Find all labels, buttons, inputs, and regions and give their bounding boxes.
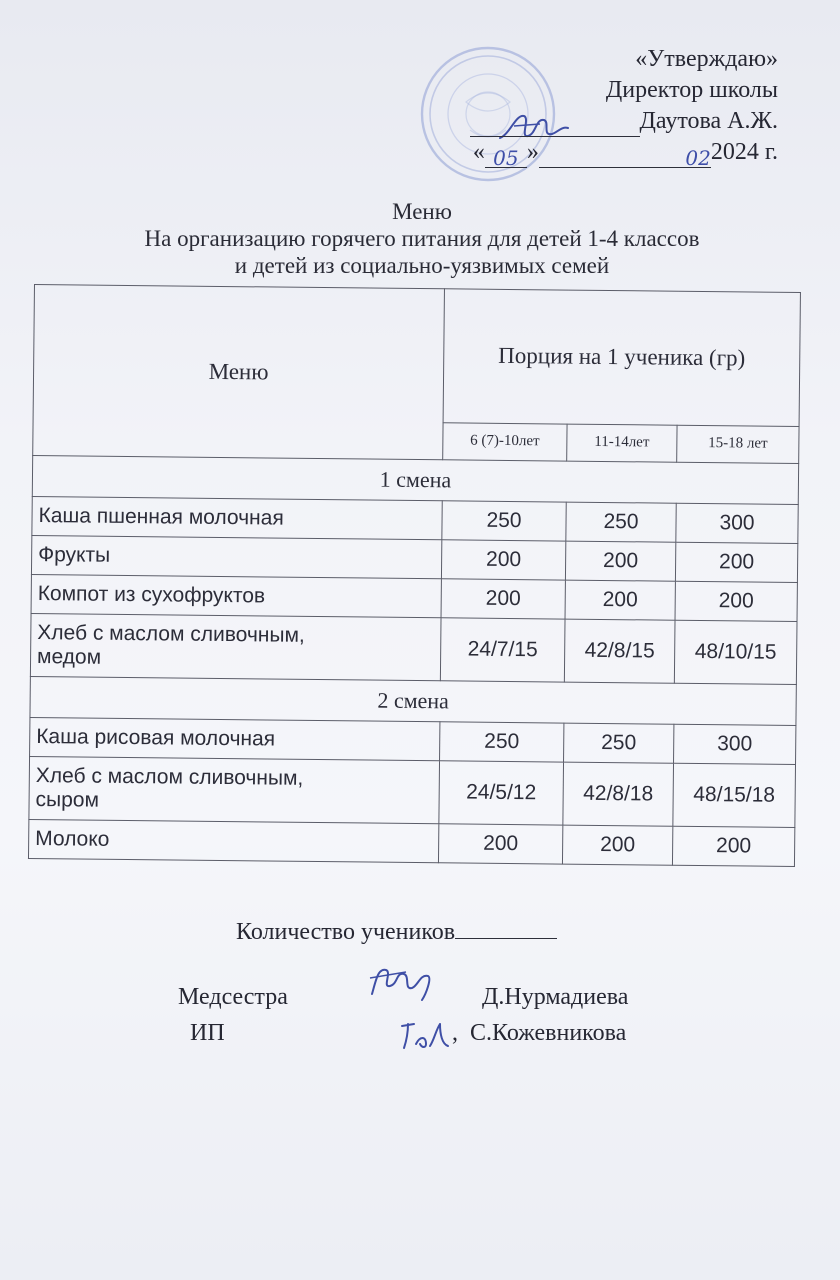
item-name — [30, 613, 441, 680]
item-value: 200 — [565, 580, 675, 620]
item-value: 250 — [564, 723, 674, 763]
item-value: 250 — [442, 501, 566, 541]
approval-heading: «Утверждаю» — [635, 46, 778, 72]
approval-block — [470, 44, 778, 168]
shift-label: 2 смена — [30, 676, 796, 725]
item-name: Компот из сухофруктов — [31, 574, 441, 617]
header-age-3: 15-18 лет — [677, 425, 799, 463]
item-value: 250 — [566, 502, 676, 542]
item-name-line-2: медом — [36, 645, 102, 669]
document-title — [62, 198, 782, 279]
item-value: 48/10/15 — [674, 620, 797, 684]
item-value: 200 — [565, 541, 675, 581]
table-row — [28, 819, 794, 866]
table-row — [29, 756, 796, 827]
nurse-signature — [366, 960, 436, 1004]
item-name-line-1: Хлеб с маслом сливочным, — [37, 621, 305, 647]
item-value: 200 — [672, 826, 794, 866]
approval-position: Директор школы — [605, 77, 778, 103]
item-value: 42/8/15 — [564, 619, 675, 683]
item-name: Фрукты — [31, 535, 441, 578]
date-close-quote: » — [526, 139, 539, 165]
date-open-quote: « — [472, 139, 485, 165]
shift-label: 1 смена — [32, 455, 798, 504]
students-count-label: Количество учеников — [236, 919, 456, 945]
item-name: Каша рисовая молочная — [30, 717, 440, 760]
date-day — [485, 143, 527, 168]
item-value: 24/5/12 — [439, 761, 564, 825]
item-name: Молоко — [28, 819, 438, 862]
item-value: 200 — [441, 579, 565, 619]
approval-signature-line — [470, 106, 778, 137]
ip-separator: , — [452, 1020, 458, 1046]
item-value: 200 — [675, 542, 797, 582]
item-name-line-2: сыром — [35, 788, 100, 812]
students-count-blank — [455, 918, 557, 939]
students-count-line — [236, 918, 557, 946]
header-age-2: 11-14лет — [567, 424, 677, 462]
table-header-row — [33, 285, 800, 427]
date-year: 2024 г. — [710, 139, 778, 165]
date-month-value: 02 — [685, 146, 711, 170]
ip-role: ИП — [190, 1020, 225, 1046]
nurse-role: Медсестра — [178, 984, 288, 1010]
header-menu: Меню — [33, 285, 445, 460]
item-value: 200 — [441, 540, 565, 580]
item-value: 200 — [438, 824, 562, 864]
item-value: 300 — [674, 724, 796, 764]
director-name: Даутова А.Ж. — [639, 108, 778, 134]
title-line-2: На организацию горячего питания для детей 1-4 классов — [144, 226, 700, 251]
title-line-3: и детей из социально-уязвимых семей — [234, 253, 610, 278]
item-value: 48/15/18 — [673, 763, 796, 827]
nurse-name: Д.Нурмадиева — [482, 984, 629, 1010]
director-signature-blank — [470, 112, 640, 137]
menu-table — [28, 284, 801, 867]
item-value: 200 — [675, 581, 797, 621]
ip-name: С.Кожевникова — [470, 1020, 627, 1046]
date-month — [539, 143, 711, 168]
header-portion: Порция на 1 ученика (гр) — [443, 289, 800, 427]
item-value: 300 — [676, 503, 798, 543]
item-value: 250 — [440, 722, 564, 762]
item-name: Каша пшенная молочная — [32, 496, 442, 539]
header-age-1: 6 (7)-10лет — [443, 423, 567, 462]
table-row — [30, 613, 797, 684]
approval-date-line — [470, 137, 778, 168]
date-day-value: 05 — [493, 146, 519, 170]
item-name-line-1: Хлеб с маслом сливочным, — [35, 764, 304, 790]
item-value: 24/7/15 — [440, 618, 565, 682]
item-value: 200 — [562, 825, 672, 865]
title-line-1: Меню — [392, 199, 452, 224]
item-value: 42/8/18 — [563, 762, 674, 826]
item-name — [29, 756, 440, 823]
